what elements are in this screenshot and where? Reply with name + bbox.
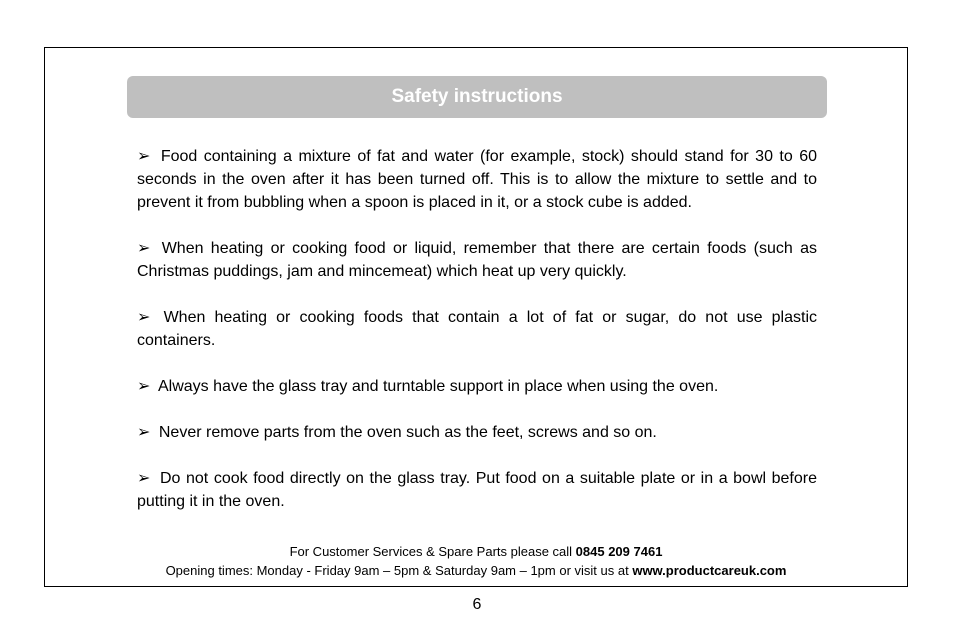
instruction-text: When heating or cooking foods that contain a lot of fat or sugar, do not use plastic containers. xyxy=(137,309,817,349)
instruction-item xyxy=(137,421,817,444)
footer-call-text: For Customer Services & Spare Parts please call xyxy=(289,544,576,559)
footer-website: www.productcareuk.com xyxy=(632,563,787,578)
arrow-bullet-icon: ➢ xyxy=(137,309,151,326)
instruction-item xyxy=(137,145,817,214)
instruction-text: Do not cook food directly on the glass tray. Put food on a suitable plate or in a bowl before putting it in the oven. xyxy=(137,470,817,510)
section-header-banner xyxy=(127,76,827,118)
arrow-bullet-icon: ➢ xyxy=(137,240,151,257)
instruction-text: Food containing a mixture of fat and water (for example, stock) should stand for 30 to 60 seconds in the oven after it has been turned off. This is to allow the mixture to settle and to prevent it from bubbling when a spoon is placed in it, or a stock cube is added. xyxy=(137,148,817,211)
arrow-bullet-icon: ➢ xyxy=(137,470,151,487)
safety-instructions-list xyxy=(137,145,817,513)
footer-customer-services xyxy=(44,542,908,562)
arrow-bullet-icon: ➢ xyxy=(137,424,151,441)
section-title: Safety instructions xyxy=(391,86,563,107)
instruction-text: Always have the glass tray and turntable support in place when using the oven. xyxy=(157,378,719,395)
instruction-text: When heating or cooking food or liquid, remember that there are certain foods (such as Christmas puddings, jam and mincemeat) which heat up very quickly. xyxy=(137,240,817,280)
footer-opening-times xyxy=(44,561,908,581)
instruction-text: Never remove parts from the oven such as the feet, screws and so on. xyxy=(158,424,657,441)
instruction-item xyxy=(137,375,817,398)
arrow-bullet-icon: ➢ xyxy=(137,148,151,165)
instruction-item xyxy=(137,306,817,352)
footer-hours-text: Opening times: Monday - Friday 9am – 5pm & Saturday 9am – 1pm or visit us at xyxy=(165,563,633,578)
instruction-item xyxy=(137,467,817,513)
arrow-bullet-icon: ➢ xyxy=(137,378,151,395)
page-number: 6 xyxy=(472,596,482,613)
instruction-item xyxy=(137,237,817,283)
footer-phone: 0845 209 7461 xyxy=(575,544,663,559)
